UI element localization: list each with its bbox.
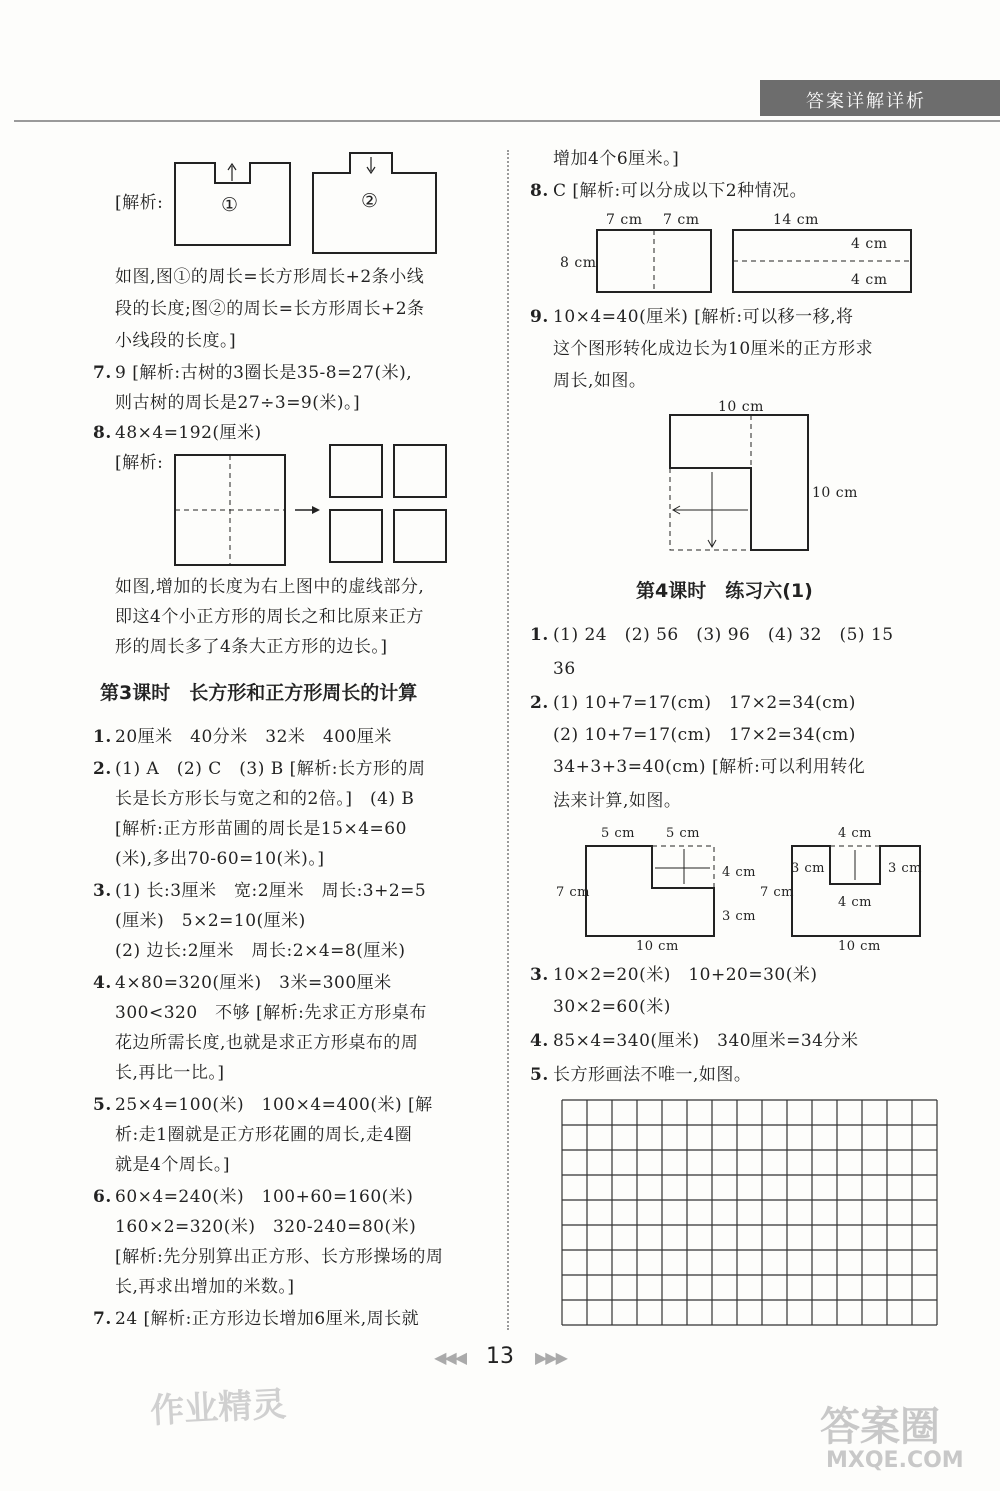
text-line: 小线段的长度。] <box>115 331 237 351</box>
dim-label: 10 cm <box>838 939 881 954</box>
header-title: 答案详解详析 <box>806 91 926 112</box>
dim-label: 4 cm <box>851 272 888 288</box>
q8-answer: 48×4=192(厘米) <box>115 423 262 443</box>
item-text: (1) 10+7=17(cm) 17×2=34(cm) <box>553 693 856 713</box>
item-text: 30×2=60(米) <box>553 997 671 1017</box>
text-line: 即这4个小正方形的周长之和比原来正方 <box>115 607 424 627</box>
dim-label: 7 cm <box>606 212 643 228</box>
item-text: (1) A (2) C (3) B [解析:长方形的周 <box>115 759 426 779</box>
item-text: 36 <box>553 659 576 679</box>
section-heading-3: 第3课时 长方形和正方形周长的计算 <box>100 682 418 704</box>
item-text: (2) 边长:2厘米 周长:2×4=8(厘米) <box>115 941 406 961</box>
fig1-label-1: ① <box>221 194 239 216</box>
item-text: 这个图形转化成边长为10厘米的正方形求 <box>553 339 874 359</box>
item-text: (1) 24 (2) 56 (3) 96 (4) 32 (5) 15 <box>553 625 894 645</box>
item-text: 160×2=320(米) 320-240=80(米) <box>115 1217 417 1237</box>
item-number: 1. <box>530 625 549 645</box>
text-line: 增加4个6厘米。] <box>553 149 680 169</box>
item-text: 20厘米 40分米 32米 400厘米 <box>115 727 392 747</box>
item-text: 长,再比一比。] <box>115 1063 225 1083</box>
item-text: 10×4=40(厘米) [解析:可以移一移,将 <box>553 307 854 327</box>
dim-label: 5 cm <box>666 826 701 841</box>
dim-label: 4 cm <box>838 895 873 910</box>
fig1-diagram <box>170 145 450 255</box>
dim-label: 10 cm <box>636 939 679 954</box>
q8-bracket: [解析: <box>115 453 164 473</box>
item-text: 24 [解析:正方形边长增加6厘米,周长就 <box>115 1309 420 1329</box>
dim-label: 7 cm <box>760 885 795 900</box>
item-text: (1) 长:3厘米 宽:2厘米 周长:3+2=5 <box>115 881 427 901</box>
text-line: 形的周长多了4条大正方形的边长。] <box>115 637 388 657</box>
item-text: 长,再求出增加的米数。] <box>115 1277 295 1297</box>
item-number: 3. <box>93 881 112 901</box>
dim-label: 3 cm <box>791 861 826 876</box>
q7-answer: 9 [解析:古树的3圈长是35-8=27(米), <box>115 363 413 383</box>
dim-label: 10 cm <box>718 399 764 415</box>
header-bar <box>760 80 1000 116</box>
q8-number: 8. <box>93 423 112 443</box>
grid-paper <box>560 1098 940 1323</box>
item-number: 5. <box>530 1065 549 1085</box>
item-text: 34+3+3=40(cm) [解析:可以利用转化 <box>553 757 866 777</box>
text-line: 如图,增加的长度为右上图中的虚线部分, <box>115 577 425 597</box>
item-text: 25×4=100(米) 100×4=400(米) [解 <box>115 1095 433 1115</box>
dim-label: 4 cm <box>838 826 873 841</box>
q9-diagram <box>668 410 818 555</box>
item-number: 2. <box>93 759 112 779</box>
dim-label: 14 cm <box>773 212 819 228</box>
dim-label: 8 cm <box>560 255 597 271</box>
item-text: [解析:正方形苗圃的周长是15×4=60 <box>115 819 407 839</box>
item-text: (厘米) 5×2=10(厘米) <box>115 911 306 931</box>
fig1-bracket: [解析: <box>115 193 164 213</box>
item-number: 2. <box>530 693 549 713</box>
item-text: 法来计算,如图。 <box>553 791 682 811</box>
text-line: 如图,图①的周长=长方形周长+2条小线 <box>115 267 425 287</box>
q8-diagram <box>170 450 460 570</box>
text-line: 段的长度;图②的周长=长方形周长+2条 <box>115 299 425 319</box>
item-text: 长是长方形长与宽之和的2倍。] (4) B <box>115 789 415 809</box>
header-rule <box>14 120 1000 122</box>
item-text: 周长,如图。 <box>553 371 647 391</box>
item-text: 300<320 不够 [解析:先求正方形桌布 <box>115 1003 427 1023</box>
prev-arrows-icon: ◀◀◀ <box>434 1348 465 1367</box>
item-text: 60×4=240(米) 100+60=160(米) <box>115 1187 414 1207</box>
watermark-logo: 作业精灵 <box>149 1384 288 1432</box>
item-text: (米),多出70-60=10(米)。] <box>115 849 325 869</box>
next-arrows-icon: ▶▶▶ <box>535 1348 566 1367</box>
item-number: 7. <box>93 1309 112 1329</box>
dim-label: 7 cm <box>556 885 591 900</box>
dim-label: 5 cm <box>601 826 636 841</box>
dim-label: 4 cm <box>722 865 757 880</box>
dim-label: 4 cm <box>851 236 888 252</box>
dim-label: 3 cm <box>722 909 757 924</box>
item-text: 析:走1圈就是正方形花圃的周长,走4圈 <box>115 1125 413 1145</box>
item-number: 4. <box>530 1031 549 1051</box>
item-number: 3. <box>530 965 549 985</box>
watermark-logo: MXQE.COM <box>826 1448 964 1473</box>
dim-label: 7 cm <box>663 212 700 228</box>
item-number: 8. <box>530 181 549 201</box>
item-text: [解析:先分别算出正方形、长方形操场的周 <box>115 1247 444 1267</box>
q2-diagram-right <box>786 832 936 944</box>
section-heading-4: 第4课时 练习六(1) <box>636 580 813 602</box>
dim-label: 3 cm <box>888 861 923 876</box>
page-footer <box>0 1344 1000 1369</box>
item-number: 4. <box>93 973 112 993</box>
item-number: 5. <box>93 1095 112 1115</box>
item-text: 花边所需长度,也就是求正方形桌布的周 <box>115 1033 419 1053</box>
item-number: 6. <box>93 1187 112 1207</box>
page-number: 13 <box>486 1344 514 1369</box>
item-text: 10×2=20(米) 10+20=30(米) <box>553 965 818 985</box>
item-text: (2) 10+7=17(cm) 17×2=34(cm) <box>553 725 856 745</box>
item-number: 9. <box>530 307 549 327</box>
item-text: 就是4个周长。] <box>115 1155 230 1175</box>
column-divider <box>507 150 509 1330</box>
q7-number: 7. <box>93 363 112 383</box>
item-text: 长方形画法不唯一,如图。 <box>553 1065 752 1085</box>
fig1-label-2: ② <box>361 190 379 212</box>
item-text: 4×80=320(厘米) 3米=300厘米 <box>115 973 392 993</box>
item-text: 85×4=340(厘米) 340厘米=34分米 <box>553 1031 859 1051</box>
q2-diagram-left <box>580 832 730 944</box>
q7-continued: 则古树的周长是27÷3=9(米)。] <box>115 393 361 413</box>
dim-label: 10 cm <box>812 485 858 501</box>
item-text: C [解析:可以分成以下2种情况。 <box>553 181 808 201</box>
item-number: 1. <box>93 727 112 747</box>
watermark-logo: 答案圈 <box>820 1404 940 1450</box>
